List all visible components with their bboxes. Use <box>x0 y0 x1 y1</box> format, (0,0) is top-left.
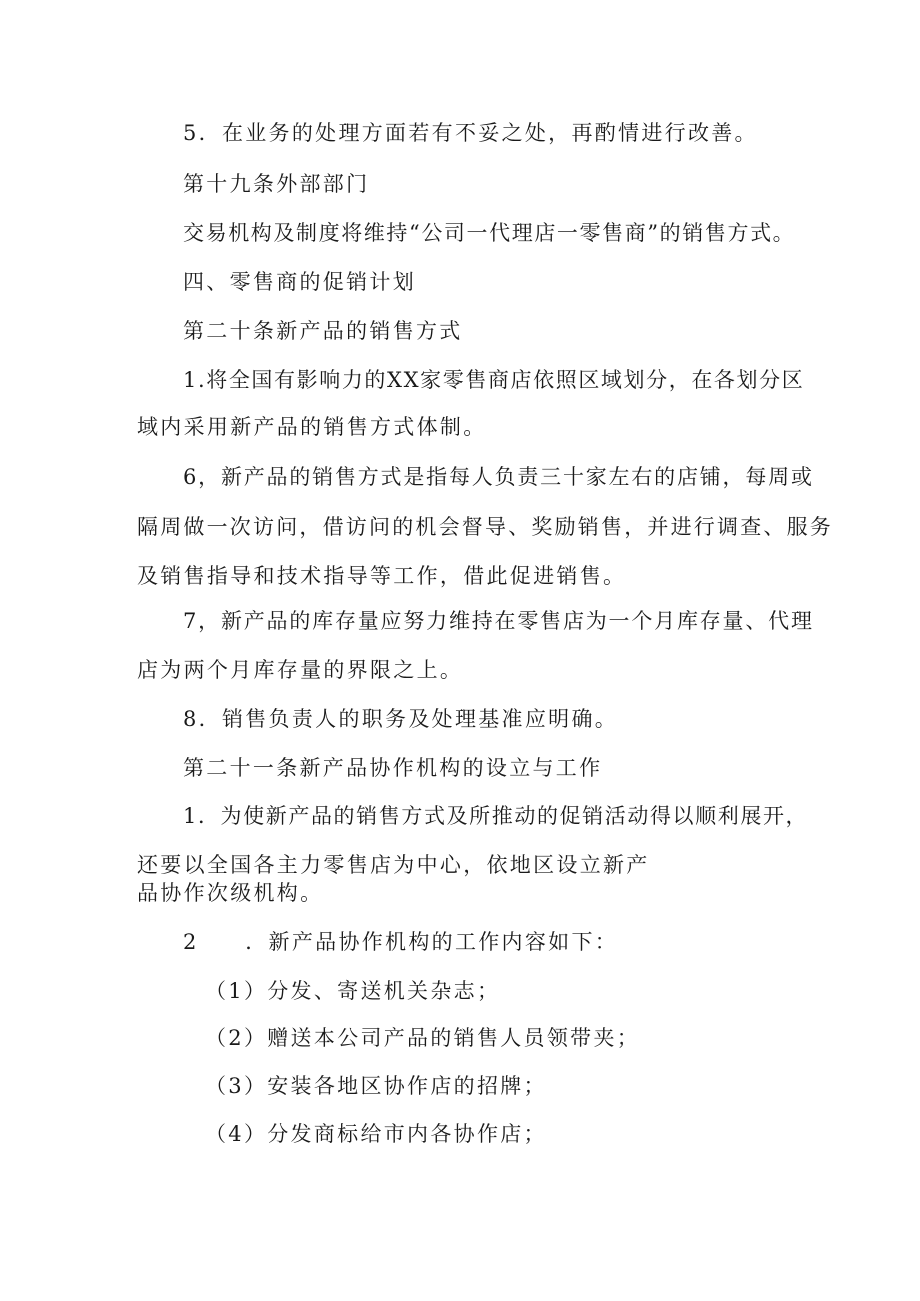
text-line: 1.将全国有影响力的XX家零售商店依照区域划分，在各划分区 <box>183 368 805 392</box>
text-line: 5．在业务的处理方面若有不妥之处，再酌情进行改善。 <box>183 121 758 145</box>
text-line: 还要以全国各主力零售店为中心，依地区设立新产 <box>137 853 650 877</box>
text-line: 及销售指导和技术指导等工作，借此促进销售。 <box>137 564 627 588</box>
text-line: 店为两个月库存量的界限之上。 <box>137 658 464 682</box>
text-line: 品协作次级机构。 <box>137 881 324 905</box>
list-item: （4）分发商标给市内各协作店； <box>205 1122 547 1146</box>
section-heading: 第十九条外部部门 <box>183 172 370 196</box>
list-item: （1）分发、寄送机关杂志； <box>205 979 501 1003</box>
text-line: 2 ．新产品协作机构的工作内容如下： <box>183 930 619 954</box>
text-line: 6，新产品的销售方式是指每人负责三十家左右的店铺，每周或 <box>183 465 814 489</box>
list-item: （3）安装各地区协作店的招牌； <box>205 1074 547 1098</box>
text-line: 8．销售负责人的职务及处理基准应明确。 <box>183 707 619 731</box>
text-line: 7，新产品的库存量应努力维持在零售店为一个月库存量、代理 <box>183 609 814 633</box>
list-item: （2）赠送本公司产品的销售人员领带夹； <box>205 1026 641 1050</box>
text-line: 域内采用新产品的销售方式体制。 <box>137 415 487 439</box>
section-heading: 四、零售商的促销计划 <box>183 270 416 294</box>
text-line: 隔周做一次访问，借访问的机会督导、奖励销售，并进行调查、服务 <box>137 515 833 539</box>
text-line: 交易机构及制度将维持“公司一代理店一零售商”的销售方式。 <box>183 221 796 245</box>
section-heading: 第二十一条新产品协作机构的设立与工作 <box>183 756 603 780</box>
text-line: 1．为使新产品的销售方式及所推动的促销活动得以顺利展开， <box>183 804 809 828</box>
section-heading: 第二十条新产品的销售方式 <box>183 319 463 343</box>
